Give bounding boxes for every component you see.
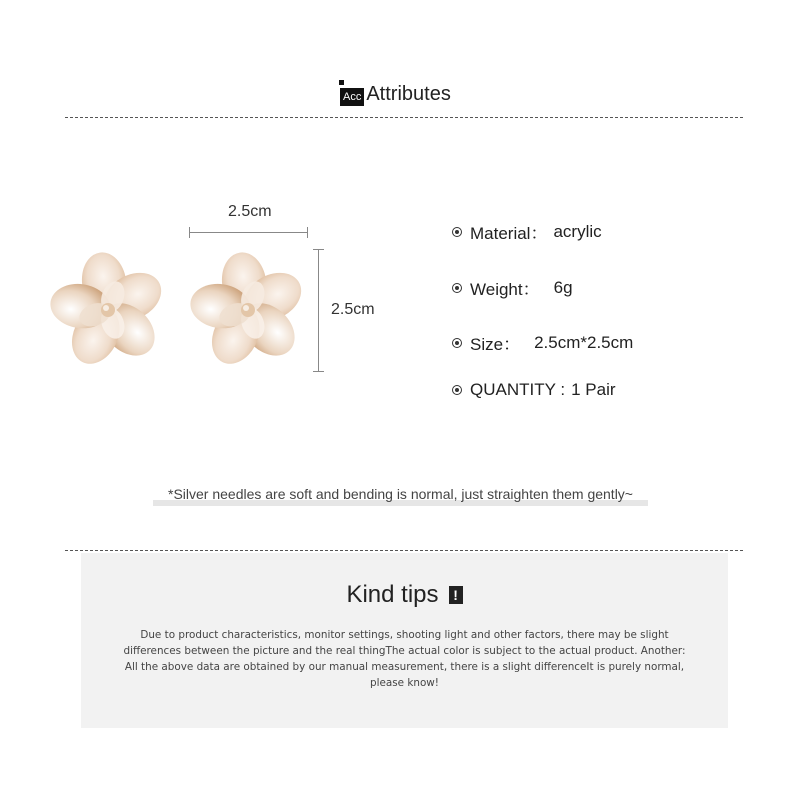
height-dimension-line: [318, 250, 319, 371]
exclamation-icon: !: [449, 586, 463, 604]
height-dimension-tick-top: [313, 249, 324, 250]
spec-label: QUANTITY :: [470, 380, 566, 399]
spec-label: Weight：: [470, 280, 540, 299]
bottom-divider: [65, 550, 743, 551]
acc-badge-text: Acc: [343, 91, 362, 103]
acc-badge: [340, 88, 364, 106]
spec-quantity: [452, 380, 616, 400]
badge-dot-icon: [339, 80, 344, 85]
spec-weight: [452, 275, 573, 300]
width-dimension-label: 2.5cm: [228, 203, 272, 220]
kind-tips-title: Kind tips: [346, 581, 439, 608]
spec-value: 2.5cm*2.5cm: [534, 332, 634, 352]
needle-note: [153, 486, 648, 506]
product-image: [40, 240, 320, 380]
note-text: *Silver needles are soft and bending is normal, just straighten them gently~: [168, 486, 633, 502]
kind-tips-heading: [81, 581, 728, 609]
kind-tips-body: Due to product characteristics, monitor settings, shooting light and other factors, there may be slight differences between the picture and the real thingThe actual color is subject to the actual product. Another: All the above data are obtained by our manual measurement, there is a slight differenceIt is purely normal, please know!: [123, 629, 686, 689]
spec-material: [452, 219, 602, 244]
target-bullet-icon: [452, 283, 462, 293]
top-divider: [65, 117, 743, 118]
section-title: Attributes: [366, 83, 451, 105]
target-bullet-icon: [452, 338, 462, 348]
spec-label: Material：: [470, 224, 548, 243]
flower-earring-right: [188, 250, 310, 372]
spec-size: [452, 330, 633, 355]
section-header: [340, 76, 451, 106]
flower-earring-left: [48, 250, 170, 372]
target-bullet-icon: [452, 385, 462, 395]
spec-label: Size：: [470, 335, 521, 354]
height-dimension-tick-bottom: [313, 371, 324, 372]
spec-value: 6g: [553, 277, 573, 297]
width-dimension-tick-left: [189, 227, 190, 238]
spec-value: 1 Pair: [571, 380, 616, 399]
target-bullet-icon: [452, 227, 462, 237]
width-dimension-tick-right: [307, 227, 308, 238]
width-dimension-line: [190, 232, 308, 233]
kind-tips-panel: [81, 553, 728, 728]
height-dimension-label: 2.5cm: [331, 301, 375, 318]
spec-value: acrylic: [553, 221, 602, 241]
